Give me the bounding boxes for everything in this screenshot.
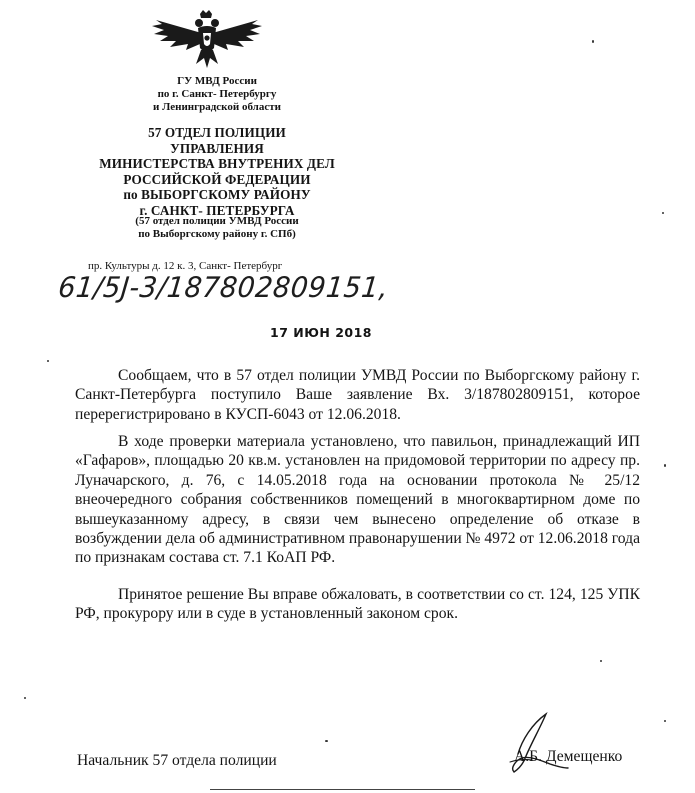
dept-line-6: г. САНКТ- ПЕТЕРБУРГА <box>139 202 295 218</box>
department-header <box>62 125 372 218</box>
handwritten-signature-icon <box>470 712 570 782</box>
bottom-divider-line <box>210 789 475 790</box>
dept-line-5: по ВЫБОРГСКОМУ РАЙОНУ <box>123 187 311 202</box>
signatory-title: Начальник 57 отдела полиции <box>77 752 277 769</box>
body-paragraph-1 <box>75 366 640 424</box>
handwritten-reference-number: 61/5J-3/187802809151, <box>56 272 390 305</box>
dept-line-1: 57 ОТДЕЛ ПОЛИЦИИ <box>148 125 286 140</box>
agency-header <box>62 75 372 114</box>
dept-line-3: МИНИСТЕРСТВА ВНУТРЕНИХ ДЕЛ <box>99 156 335 171</box>
paragraph-text: В ходе проверки материала установлено, что павильон, принадлежащий ИП «Гафаров», площадью 20 кв.м. установлен на придомовой территории по адресу пр. Луначарского, д. 76, с 14.05.2018 года на основании протокола № 25/12 внеочередного собрания собственников помещений в многоквартирном доме по вышеуказанному адресу, в связи чем вынесено определение об отказе в возбуждении дела об административном правонарушении № 4972 от 12.06.2018 года по признакам состава ст. 7.1 КоАП РФ. <box>75 433 641 567</box>
header-line-1: ГУ МВД России <box>177 75 257 87</box>
department-address: пр. Культуры д. 12 к. 3, Санкт- Петербург <box>88 260 283 272</box>
paragraph-text: Сообщаем, что в 57 отдел полиции УМВД России по Выборгскому району г. Санкт-Петербурга поступило Ваше заявление Вх. 3/187802809151, которое перерегистрировано в КУСП-6043 от 12.06.2018. <box>75 367 640 423</box>
scan-speck <box>24 697 26 699</box>
header-line-2: по г. Санкт- Петербургу <box>157 88 277 100</box>
date-stamp: 17 ИЮН 2018 <box>270 325 372 340</box>
scan-speck <box>664 464 666 467</box>
note-line-2: по Выборгскому району г. СПб) <box>138 228 296 240</box>
scan-speck <box>592 40 594 43</box>
body-paragraph-3 <box>75 585 640 624</box>
scan-speck <box>325 740 328 742</box>
scan-speck <box>47 360 49 362</box>
paragraph-text: Принятое решение Вы вправе обжаловать, в соответствии со ст. 124, 125 УПК РФ, прокурору или в суде в установленный законом срок. <box>75 586 640 623</box>
body-paragraph-2 <box>75 432 640 568</box>
scan-speck <box>662 212 664 214</box>
note-line-1: (57 отдел полиции УМВД России <box>135 215 299 227</box>
header-line-3: и Ленинградской области <box>153 101 281 113</box>
dept-line-4: РОССИЙСКОЙ ФЕДЕРАЦИИ <box>123 171 311 187</box>
department-note <box>62 215 372 241</box>
mvd-eagle-emblem-icon <box>148 6 266 70</box>
scan-speck <box>600 660 602 662</box>
dept-line-2: УПРАВЛЕНИЯ <box>170 140 264 156</box>
scan-speck <box>664 720 666 722</box>
signatory-name: А.Б. Демещенко <box>514 748 623 765</box>
